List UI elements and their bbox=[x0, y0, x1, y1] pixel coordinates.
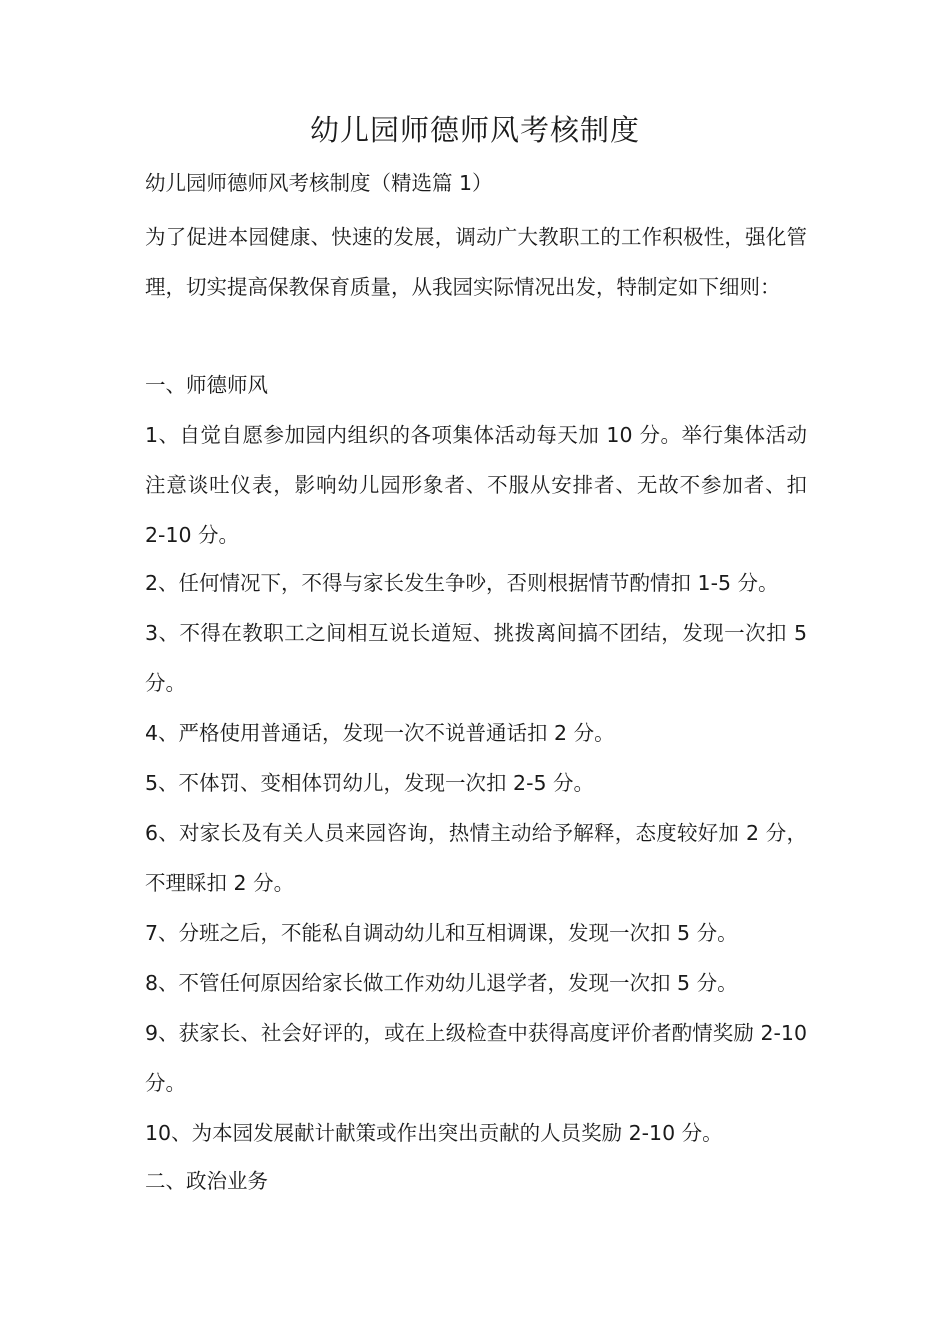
list-item-4: 4、严格使用普通话，发现一次不说普通话扣 2 分。 bbox=[145, 721, 615, 745]
subtitle: 幼儿园师德师风考核制度（精选篇 1） bbox=[145, 171, 493, 195]
section-heading-1: 一、师德师风 bbox=[145, 373, 268, 397]
list-item-10: 10、为本园发展献计献策或作出突出贡献的人员奖励 2-10 分。 bbox=[145, 1121, 723, 1145]
intro-paragraph: 为了促进本园健康、快速的发展，调动广大教职工的工作积极性，强化管理，切实提高保教保育质量，从我园实际情况出发，特制定如下细则： bbox=[145, 225, 807, 299]
list-item-7: 7、分班之后，不能私自调动幼儿和互相调课，发现一次扣 5 分。 bbox=[145, 921, 738, 945]
document-title: 幼儿园师德师风考核制度 bbox=[309, 113, 640, 147]
list-item-9: 9、获家长、社会好评的，或在上级检查中获得高度评价者酌情奖励 2-10 分。 bbox=[145, 1021, 807, 1095]
section-heading-2: 二、政治业务 bbox=[145, 1169, 268, 1193]
list-item-2: 2、任何情况下，不得与家长发生争吵，否则根据情节酌情扣 1-5 分。 bbox=[145, 571, 779, 595]
list-item-5: 5、不体罚、变相体罚幼儿，发现一次扣 2-5 分。 bbox=[145, 771, 595, 795]
list-item-1: 1、自觉自愿参加园内组织的各项集体活动每天加 10 分。举行集体活动注意谈吐仪表，影响幼儿园形象者、不服从安排者、无故不参加者、扣 2-10 分。 bbox=[145, 423, 807, 547]
list-item-3: 3、不得在教职工之间相互说长道短、挑拨离间搞不团结，发现一次扣 5 分。 bbox=[145, 621, 807, 695]
list-item-6: 6、对家长及有关人员来园咨询，热情主动给予解释，态度较好加 2 分，不理睬扣 2 分。 bbox=[145, 821, 807, 895]
list-item-8: 8、不管任何原因给家长做工作劝幼儿退学者，发现一次扣 5 分。 bbox=[145, 971, 738, 995]
